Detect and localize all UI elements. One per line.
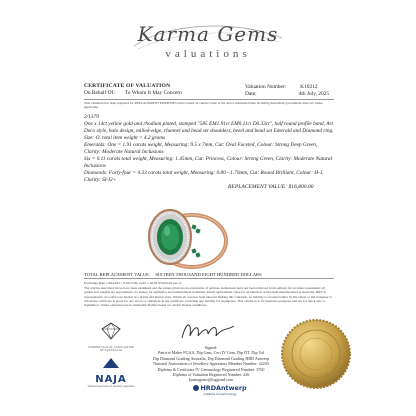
fine-print: The articles described above have been examined and the values given are an expression of opinion. Gemstones have not been removed from settings for accurate assessment; all grades and weights are approximate, no testing for synthetics and enhancement treatment. Retail replacement value for an identical or like item manufactured in Australia. RRV is representative of Gold Coast market in a bricks and mortar store. Whilst all care has been taken in making this valuation, no liability is accepted either by the valuer or the company to whom the certificate is given for any errors or omissions in the certificate, including any liability for negligence. This valuation is for insurance purposes and not for quick sale or liquidation. Values expressed are in Australian Dollars based on current market conditions. bbox=[84, 286, 332, 308]
gem-emblem-icon bbox=[100, 322, 122, 340]
total-value-words: SIXTEEN THOUSAND EIGHT HUNDRED DOLLARS bbox=[155, 272, 262, 277]
credential-line: National Association of Jewellery Appraisers Member Number: 22203 bbox=[153, 361, 269, 367]
item-line-4: Diamonds: Forty-four = 0.33 carats total weight, Measuring: 0.80 - 1.70mm, Cut: Round Brilliant, Colour: H-J, Clarity: SI-I2+ bbox=[84, 170, 324, 183]
naja-logo bbox=[86, 356, 136, 388]
on-behalf-row bbox=[84, 90, 182, 96]
credential-line: Diploma of Valuation Registered Number: 426 bbox=[172, 372, 250, 378]
association-label: GEMMOLOGICAL ASSOCIATION OF AUSTRALIA bbox=[87, 346, 135, 352]
total-value-row bbox=[84, 272, 334, 277]
item-line-3: Six = 0.11 carats total weight, Measuring: 1.45mm, Cut: Princess, Colour: Strong Green, Clarity: Moderate Natural Inclusions bbox=[84, 156, 333, 169]
item-line-1: One x 14ct yellow gold and rhodium plated, stamped "585 EM1.91ct EM0.11ct D0.33ct", half round profile band, Art Deco style, halo design, milled-edge, channel and bead set shoulders, bezel and bead set Emerald and Diamond ring. Size: O, total item weight = 4.2 grams bbox=[84, 121, 334, 141]
divider bbox=[84, 99, 334, 100]
certificate-title: CERTIFICATE OF VALUATION bbox=[84, 83, 171, 89]
total-value-label: TOTAL REPLACEMENT VALUE: bbox=[84, 272, 151, 277]
valuation-number-label: Valuation Number: bbox=[245, 84, 287, 90]
item-description bbox=[84, 114, 334, 184]
hrd-wordmark: HRDAntwerp bbox=[200, 384, 247, 392]
ring-photo bbox=[130, 193, 240, 283]
signature-credentials bbox=[146, 345, 276, 383]
contact-email: karmagems@bigpond.com bbox=[188, 377, 234, 383]
valuation-number-value: K10212 bbox=[300, 84, 318, 90]
item-line-2: Emeralds: One = 1.91 carats weight, Measuring: 9.5 x 7mm, Cut: Oval Faceted, Colour: Strong Deep Green, Clarity: Moderate Natural Inclusions bbox=[84, 142, 318, 155]
valuation-number-row bbox=[245, 84, 318, 90]
naja-wordmark: NAJA bbox=[95, 374, 127, 385]
valuation-date-row bbox=[245, 91, 329, 97]
naja-label: National Association of Jewellery Appraisers bbox=[87, 385, 135, 388]
valuation-date-value: 4th July, 2025 bbox=[298, 91, 330, 97]
karma-gems-logo bbox=[128, 16, 288, 70]
gemmological-association-logo bbox=[86, 322, 136, 352]
exchange-rate: Exchange Rate 1.00AUD = 0.66 USD, Gold = AUD $5,064.95 per oz bbox=[84, 281, 182, 285]
logo-subtitle: valuations bbox=[165, 48, 251, 60]
disclaimer-text: This valuation has been prepared for REPLACEMENT PURPOSES and is based on current value at the above mentioned date including Australian government sales tax where applicable. bbox=[84, 101, 323, 109]
divider bbox=[84, 278, 334, 279]
item-code: 2/1379 bbox=[84, 114, 99, 120]
logo-title: Karma Gems bbox=[137, 22, 279, 46]
gold-seal-icon bbox=[280, 318, 352, 390]
on-behalf-value: To Whom It May Concern bbox=[124, 90, 182, 96]
credential-line: Diploma & Certificate IV Gemmology Registered Number: 3760 bbox=[157, 366, 265, 372]
hrd-antwerp-logo bbox=[180, 384, 260, 396]
valuation-date-label: Date: bbox=[245, 91, 257, 97]
hrd-subtitle: Institute of Gemmology bbox=[203, 392, 237, 396]
credential-line: Dip Diamond Grading Australia, Dip Diamond Grading HRD Antwerp bbox=[152, 355, 270, 361]
replacement-value: REPLACEMENT VALUE: $16,800.00 bbox=[228, 184, 314, 190]
signature-image bbox=[178, 318, 238, 344]
credential-line: Patricia Maher FGAA, Dip Gem, Cert IV Gem, Dip DT, Dip Val bbox=[158, 350, 264, 356]
signed-label: Signed: bbox=[204, 345, 218, 350]
on-behalf-label: On Behalf Of: bbox=[84, 90, 115, 96]
hrd-dot-icon bbox=[193, 385, 199, 391]
naja-emblem-icon bbox=[102, 357, 120, 369]
